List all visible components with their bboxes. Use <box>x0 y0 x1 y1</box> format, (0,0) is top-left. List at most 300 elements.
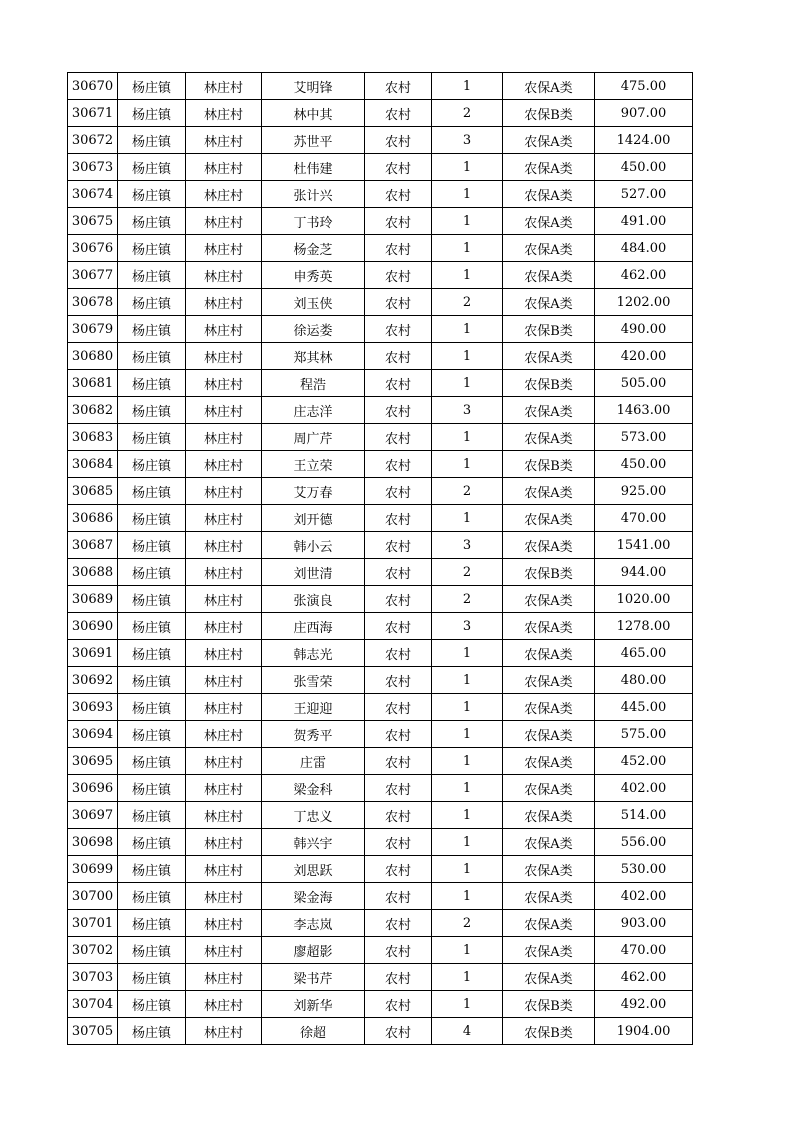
table-row <box>68 559 693 586</box>
row-id-cell: 30689 <box>68 586 118 613</box>
insurance-class-cell: 农保A类 <box>503 532 595 559</box>
amount-cell: 450.00 <box>595 154 693 181</box>
row-id-cell: 30693 <box>68 694 118 721</box>
household-type-cell: 农村 <box>365 424 432 451</box>
household-type-cell: 农村 <box>365 613 432 640</box>
village-cell: 林庄村 <box>186 235 262 262</box>
town-cell: 杨庄镇 <box>118 262 186 289</box>
household-type-cell: 农村 <box>365 154 432 181</box>
table-row <box>68 370 693 397</box>
insurance-class-cell: 农保A类 <box>503 910 595 937</box>
village-cell: 林庄村 <box>186 694 262 721</box>
name-cell: 丁忠义 <box>262 802 365 829</box>
member-count-cell: 2 <box>432 478 503 505</box>
household-type-cell: 农村 <box>365 127 432 154</box>
amount-cell: 527.00 <box>595 181 693 208</box>
row-id-cell: 30687 <box>68 532 118 559</box>
name-cell: 徐运娄 <box>262 316 365 343</box>
town-cell: 杨庄镇 <box>118 964 186 991</box>
row-id-cell: 30672 <box>68 127 118 154</box>
town-cell: 杨庄镇 <box>118 991 186 1018</box>
member-count-cell: 2 <box>432 289 503 316</box>
row-id-cell: 30703 <box>68 964 118 991</box>
member-count-cell: 1 <box>432 154 503 181</box>
name-cell: 庄西海 <box>262 613 365 640</box>
member-count-cell: 1 <box>432 451 503 478</box>
household-type-cell: 农村 <box>365 478 432 505</box>
table-row <box>68 532 693 559</box>
amount-cell: 1020.00 <box>595 586 693 613</box>
table-row <box>68 721 693 748</box>
table-row <box>68 127 693 154</box>
table-row <box>68 343 693 370</box>
table-row <box>68 289 693 316</box>
insurance-class-cell: 农保A类 <box>503 235 595 262</box>
table-row <box>68 667 693 694</box>
amount-cell: 491.00 <box>595 208 693 235</box>
table-row <box>68 73 693 100</box>
insurance-class-cell: 农保A类 <box>503 829 595 856</box>
member-count-cell: 1 <box>432 667 503 694</box>
member-count-cell: 3 <box>432 613 503 640</box>
village-cell: 林庄村 <box>186 262 262 289</box>
member-count-cell: 4 <box>432 1018 503 1045</box>
village-cell: 林庄村 <box>186 883 262 910</box>
name-cell: 刘玉侠 <box>262 289 365 316</box>
insurance-class-cell: 农保A类 <box>503 667 595 694</box>
household-type-cell: 农村 <box>365 289 432 316</box>
member-count-cell: 2 <box>432 586 503 613</box>
amount-cell: 462.00 <box>595 964 693 991</box>
town-cell: 杨庄镇 <box>118 775 186 802</box>
amount-cell: 452.00 <box>595 748 693 775</box>
name-cell: 丁书玲 <box>262 208 365 235</box>
member-count-cell: 1 <box>432 208 503 235</box>
village-cell: 林庄村 <box>186 721 262 748</box>
table-row <box>68 910 693 937</box>
member-count-cell: 1 <box>432 316 503 343</box>
amount-cell: 944.00 <box>595 559 693 586</box>
insurance-class-cell: 农保A类 <box>503 802 595 829</box>
row-id-cell: 30700 <box>68 883 118 910</box>
amount-cell: 402.00 <box>595 775 693 802</box>
amount-cell: 420.00 <box>595 343 693 370</box>
town-cell: 杨庄镇 <box>118 316 186 343</box>
member-count-cell: 1 <box>432 694 503 721</box>
row-id-cell: 30677 <box>68 262 118 289</box>
household-type-cell: 农村 <box>365 73 432 100</box>
member-count-cell: 3 <box>432 127 503 154</box>
insurance-class-cell: 农保A类 <box>503 748 595 775</box>
town-cell: 杨庄镇 <box>118 532 186 559</box>
name-cell: 林中其 <box>262 100 365 127</box>
table-row <box>68 316 693 343</box>
amount-cell: 530.00 <box>595 856 693 883</box>
amount-cell: 505.00 <box>595 370 693 397</box>
town-cell: 杨庄镇 <box>118 667 186 694</box>
table-row <box>68 208 693 235</box>
amount-cell: 465.00 <box>595 640 693 667</box>
village-cell: 林庄村 <box>186 802 262 829</box>
town-cell: 杨庄镇 <box>118 856 186 883</box>
name-cell: 贺秀平 <box>262 721 365 748</box>
insurance-class-cell: 农保A类 <box>503 424 595 451</box>
table-row <box>68 1018 693 1045</box>
village-cell: 林庄村 <box>186 964 262 991</box>
name-cell: 苏世平 <box>262 127 365 154</box>
village-cell: 林庄村 <box>186 640 262 667</box>
insurance-class-cell: 农保A类 <box>503 883 595 910</box>
member-count-cell: 1 <box>432 883 503 910</box>
household-type-cell: 农村 <box>365 235 432 262</box>
name-cell: 庄志洋 <box>262 397 365 424</box>
row-id-cell: 30673 <box>68 154 118 181</box>
row-id-cell: 30671 <box>68 100 118 127</box>
town-cell: 杨庄镇 <box>118 235 186 262</box>
household-type-cell: 农村 <box>365 181 432 208</box>
insurance-class-cell: 农保A类 <box>503 289 595 316</box>
village-cell: 林庄村 <box>186 910 262 937</box>
member-count-cell: 1 <box>432 721 503 748</box>
member-count-cell: 1 <box>432 991 503 1018</box>
table-row <box>68 235 693 262</box>
amount-cell: 470.00 <box>595 505 693 532</box>
row-id-cell: 30684 <box>68 451 118 478</box>
row-id-cell: 30702 <box>68 937 118 964</box>
row-id-cell: 30690 <box>68 613 118 640</box>
insurance-class-cell: 农保A类 <box>503 856 595 883</box>
row-id-cell: 30675 <box>68 208 118 235</box>
town-cell: 杨庄镇 <box>118 127 186 154</box>
insurance-class-cell: 农保A类 <box>503 937 595 964</box>
row-id-cell: 30682 <box>68 397 118 424</box>
member-count-cell: 2 <box>432 910 503 937</box>
table-row <box>68 640 693 667</box>
row-id-cell: 30678 <box>68 289 118 316</box>
village-cell: 林庄村 <box>186 208 262 235</box>
amount-cell: 484.00 <box>595 235 693 262</box>
household-type-cell: 农村 <box>365 856 432 883</box>
town-cell: 杨庄镇 <box>118 505 186 532</box>
amount-cell: 462.00 <box>595 262 693 289</box>
village-cell: 林庄村 <box>186 73 262 100</box>
row-id-cell: 30694 <box>68 721 118 748</box>
name-cell: 庄雷 <box>262 748 365 775</box>
insurance-class-cell: 农保A类 <box>503 964 595 991</box>
village-cell: 林庄村 <box>186 748 262 775</box>
household-type-cell: 农村 <box>365 343 432 370</box>
insurance-class-cell: 农保B类 <box>503 991 595 1018</box>
row-id-cell: 30679 <box>68 316 118 343</box>
name-cell: 刘思跃 <box>262 856 365 883</box>
household-type-cell: 农村 <box>365 667 432 694</box>
amount-cell: 1278.00 <box>595 613 693 640</box>
insurance-class-cell: 农保A类 <box>503 208 595 235</box>
town-cell: 杨庄镇 <box>118 289 186 316</box>
town-cell: 杨庄镇 <box>118 181 186 208</box>
household-type-cell: 农村 <box>365 532 432 559</box>
table-row <box>68 964 693 991</box>
village-cell: 林庄村 <box>186 505 262 532</box>
household-type-cell: 农村 <box>365 829 432 856</box>
amount-cell: 475.00 <box>595 73 693 100</box>
table-row <box>68 181 693 208</box>
town-cell: 杨庄镇 <box>118 397 186 424</box>
insurance-class-cell: 农保A类 <box>503 775 595 802</box>
row-id-cell: 30674 <box>68 181 118 208</box>
table-row <box>68 154 693 181</box>
amount-cell: 480.00 <box>595 667 693 694</box>
member-count-cell: 1 <box>432 262 503 289</box>
household-type-cell: 农村 <box>365 721 432 748</box>
household-type-cell: 农村 <box>365 640 432 667</box>
village-cell: 林庄村 <box>186 478 262 505</box>
table-row <box>68 856 693 883</box>
table-row <box>68 775 693 802</box>
row-id-cell: 30701 <box>68 910 118 937</box>
row-id-cell: 30676 <box>68 235 118 262</box>
amount-cell: 470.00 <box>595 937 693 964</box>
name-cell: 艾万春 <box>262 478 365 505</box>
insurance-class-cell: 农保A类 <box>503 721 595 748</box>
town-cell: 杨庄镇 <box>118 748 186 775</box>
row-id-cell: 30683 <box>68 424 118 451</box>
town-cell: 杨庄镇 <box>118 73 186 100</box>
insurance-class-cell: 农保B类 <box>503 316 595 343</box>
household-type-cell: 农村 <box>365 910 432 937</box>
village-cell: 林庄村 <box>186 451 262 478</box>
insurance-class-cell: 农保A类 <box>503 613 595 640</box>
table-row <box>68 991 693 1018</box>
member-count-cell: 1 <box>432 235 503 262</box>
village-cell: 林庄村 <box>186 532 262 559</box>
name-cell: 王迎迎 <box>262 694 365 721</box>
insurance-class-cell: 农保A类 <box>503 694 595 721</box>
member-count-cell: 1 <box>432 73 503 100</box>
row-id-cell: 30705 <box>68 1018 118 1045</box>
amount-cell: 903.00 <box>595 910 693 937</box>
insurance-class-cell: 农保B类 <box>503 451 595 478</box>
name-cell: 张计兴 <box>262 181 365 208</box>
village-cell: 林庄村 <box>186 829 262 856</box>
town-cell: 杨庄镇 <box>118 451 186 478</box>
town-cell: 杨庄镇 <box>118 370 186 397</box>
village-cell: 林庄村 <box>186 775 262 802</box>
row-id-cell: 30681 <box>68 370 118 397</box>
amount-cell: 1463.00 <box>595 397 693 424</box>
town-cell: 杨庄镇 <box>118 694 186 721</box>
amount-cell: 556.00 <box>595 829 693 856</box>
member-count-cell: 3 <box>432 532 503 559</box>
amount-cell: 490.00 <box>595 316 693 343</box>
household-type-cell: 农村 <box>365 559 432 586</box>
town-cell: 杨庄镇 <box>118 424 186 451</box>
amount-cell: 402.00 <box>595 883 693 910</box>
town-cell: 杨庄镇 <box>118 208 186 235</box>
table-row <box>68 478 693 505</box>
name-cell: 徐超 <box>262 1018 365 1045</box>
household-type-cell: 农村 <box>365 505 432 532</box>
town-cell: 杨庄镇 <box>118 640 186 667</box>
member-count-cell: 1 <box>432 424 503 451</box>
town-cell: 杨庄镇 <box>118 883 186 910</box>
member-count-cell: 1 <box>432 370 503 397</box>
row-id-cell: 30686 <box>68 505 118 532</box>
village-cell: 林庄村 <box>186 127 262 154</box>
insurance-class-cell: 农保A类 <box>503 505 595 532</box>
member-count-cell: 1 <box>432 937 503 964</box>
table-row <box>68 397 693 424</box>
row-id-cell: 30695 <box>68 748 118 775</box>
row-id-cell: 30692 <box>68 667 118 694</box>
insurance-class-cell: 农保B类 <box>503 370 595 397</box>
amount-cell: 573.00 <box>595 424 693 451</box>
name-cell: 李志岚 <box>262 910 365 937</box>
table-row <box>68 748 693 775</box>
table-row <box>68 802 693 829</box>
insurance-class-cell: 农保A类 <box>503 640 595 667</box>
name-cell: 张雪荣 <box>262 667 365 694</box>
insurance-class-cell: 农保A类 <box>503 154 595 181</box>
insurance-class-cell: 农保A类 <box>503 586 595 613</box>
village-cell: 林庄村 <box>186 154 262 181</box>
amount-cell: 492.00 <box>595 991 693 1018</box>
name-cell: 程浩 <box>262 370 365 397</box>
name-cell: 韩兴宇 <box>262 829 365 856</box>
name-cell: 王立荣 <box>262 451 365 478</box>
insurance-class-cell: 农保A类 <box>503 478 595 505</box>
household-type-cell: 农村 <box>365 1018 432 1045</box>
household-type-cell: 农村 <box>365 100 432 127</box>
row-id-cell: 30688 <box>68 559 118 586</box>
table-row <box>68 586 693 613</box>
name-cell: 梁金海 <box>262 883 365 910</box>
town-cell: 杨庄镇 <box>118 343 186 370</box>
amount-cell: 907.00 <box>595 100 693 127</box>
row-id-cell: 30698 <box>68 829 118 856</box>
village-cell: 林庄村 <box>186 316 262 343</box>
row-id-cell: 30699 <box>68 856 118 883</box>
amount-cell: 445.00 <box>595 694 693 721</box>
row-id-cell: 30691 <box>68 640 118 667</box>
household-type-cell: 农村 <box>365 262 432 289</box>
household-type-cell: 农村 <box>365 748 432 775</box>
insurance-class-cell: 农保A类 <box>503 397 595 424</box>
village-cell: 林庄村 <box>186 937 262 964</box>
town-cell: 杨庄镇 <box>118 910 186 937</box>
member-count-cell: 1 <box>432 748 503 775</box>
row-id-cell: 30680 <box>68 343 118 370</box>
amount-cell: 1541.00 <box>595 532 693 559</box>
member-count-cell: 1 <box>432 829 503 856</box>
village-cell: 林庄村 <box>186 559 262 586</box>
amount-cell: 1904.00 <box>595 1018 693 1045</box>
member-count-cell: 1 <box>432 343 503 370</box>
table-row <box>68 262 693 289</box>
table-row <box>68 937 693 964</box>
member-count-cell: 2 <box>432 559 503 586</box>
row-id-cell: 30697 <box>68 802 118 829</box>
row-id-cell: 30704 <box>68 991 118 1018</box>
household-type-cell: 农村 <box>365 370 432 397</box>
household-type-cell: 农村 <box>365 964 432 991</box>
town-cell: 杨庄镇 <box>118 937 186 964</box>
insurance-class-cell: 农保A类 <box>503 73 595 100</box>
insurance-class-cell: 农保B类 <box>503 100 595 127</box>
household-type-cell: 农村 <box>365 937 432 964</box>
name-cell: 韩志光 <box>262 640 365 667</box>
town-cell: 杨庄镇 <box>118 721 186 748</box>
table-row <box>68 424 693 451</box>
household-type-cell: 农村 <box>365 775 432 802</box>
row-id-cell: 30696 <box>68 775 118 802</box>
village-cell: 林庄村 <box>186 667 262 694</box>
ledger-body <box>68 73 693 1045</box>
amount-cell: 514.00 <box>595 802 693 829</box>
village-cell: 林庄村 <box>186 370 262 397</box>
amount-cell: 925.00 <box>595 478 693 505</box>
amount-cell: 1202.00 <box>595 289 693 316</box>
village-cell: 林庄村 <box>186 613 262 640</box>
town-cell: 杨庄镇 <box>118 100 186 127</box>
household-type-cell: 农村 <box>365 451 432 478</box>
household-type-cell: 农村 <box>365 316 432 343</box>
name-cell: 梁金科 <box>262 775 365 802</box>
table-row <box>68 505 693 532</box>
village-cell: 林庄村 <box>186 991 262 1018</box>
village-cell: 林庄村 <box>186 289 262 316</box>
table-row <box>68 613 693 640</box>
name-cell: 艾明锋 <box>262 73 365 100</box>
village-cell: 林庄村 <box>186 1018 262 1045</box>
name-cell: 郑其林 <box>262 343 365 370</box>
name-cell: 周广芹 <box>262 424 365 451</box>
amount-cell: 1424.00 <box>595 127 693 154</box>
table-row <box>68 829 693 856</box>
name-cell: 韩小云 <box>262 532 365 559</box>
household-type-cell: 农村 <box>365 802 432 829</box>
insurance-class-cell: 农保A类 <box>503 181 595 208</box>
village-cell: 林庄村 <box>186 181 262 208</box>
village-cell: 林庄村 <box>186 586 262 613</box>
insurance-class-cell: 农保B类 <box>503 1018 595 1045</box>
insurance-class-cell: 农保A类 <box>503 262 595 289</box>
town-cell: 杨庄镇 <box>118 478 186 505</box>
town-cell: 杨庄镇 <box>118 802 186 829</box>
town-cell: 杨庄镇 <box>118 154 186 181</box>
village-cell: 林庄村 <box>186 343 262 370</box>
household-type-cell: 农村 <box>365 397 432 424</box>
amount-cell: 450.00 <box>595 451 693 478</box>
name-cell: 刘世清 <box>262 559 365 586</box>
ledger-table <box>67 72 693 1045</box>
member-count-cell: 2 <box>432 100 503 127</box>
member-count-cell: 1 <box>432 775 503 802</box>
table-row <box>68 883 693 910</box>
household-type-cell: 农村 <box>365 694 432 721</box>
name-cell: 张演良 <box>262 586 365 613</box>
name-cell: 杜伟建 <box>262 154 365 181</box>
table-row <box>68 451 693 478</box>
name-cell: 杨金芝 <box>262 235 365 262</box>
village-cell: 林庄村 <box>186 856 262 883</box>
member-count-cell: 1 <box>432 802 503 829</box>
row-id-cell: 30670 <box>68 73 118 100</box>
town-cell: 杨庄镇 <box>118 586 186 613</box>
name-cell: 梁书芹 <box>262 964 365 991</box>
member-count-cell: 1 <box>432 505 503 532</box>
name-cell: 申秀英 <box>262 262 365 289</box>
